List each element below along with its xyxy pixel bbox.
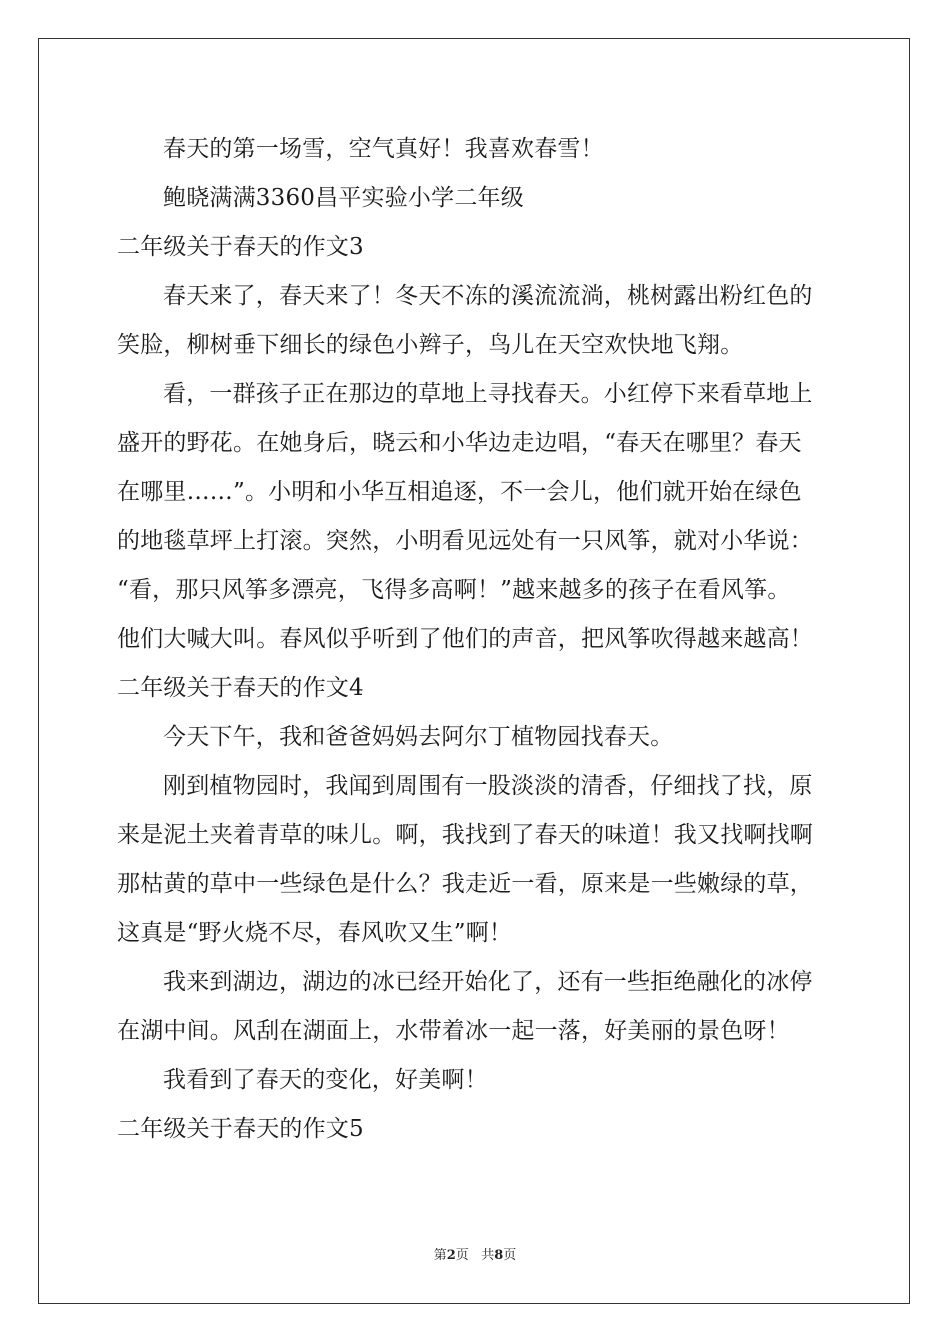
footer-total-prefix: 共 [481,1248,495,1263]
paragraph-line: 盛开的野花。在她身后，晓云和小华边走边唱，“春天在哪里？春天 [117,430,802,456]
paragraph-line: 来是泥土夹着青草的味儿。啊，我找到了春天的味道！我又找啊找啊 [117,822,813,848]
footer-page-unit: 页 [455,1248,469,1263]
text-line: 我看到了春天的变化，好美啊！ [163,1067,488,1093]
paragraph [117,272,837,370]
text-line: 鲍晓满满3360昌平实验小学二年级 [163,185,524,211]
paragraph-line: 那枯黄的草中一些绿色是什么？我走近一看，原来是一些嫩绿的草， [117,871,813,897]
paragraph [117,762,837,958]
paragraph-line: 看，一群孩子正在那边的草地上寻找春天。小红停下来看草地上 [163,381,813,407]
paragraph-line: “看，那只风筝多漂亮，飞得多高啊！”越来越多的孩子在看风筝。 [117,577,791,603]
section-heading: 二年级关于春天的作文5 [117,1116,364,1142]
footer-total-unit: 页 [503,1248,517,1263]
footer-page-number: 2 [446,1248,456,1263]
page-footer [0,1244,950,1263]
paragraph-line: 这真是“野火烧不尽，春风吹又生”啊！ [117,920,513,946]
document-body [117,125,837,1154]
paragraph-line: 刚到植物园时，我闻到周围有一股淡淡的清香，仔细找了找，原 [163,773,813,799]
paragraph-line: 笑脸，柳树垂下细长的绿色小辫子，鸟儿在天空欢快地飞翔。 [117,332,744,358]
paragraph [117,370,837,664]
paragraph-line: 我来到湖边，湖边的冰已经开始化了，还有一些拒绝融化的冰停 [163,969,813,995]
footer-total-pages: 8 [494,1248,504,1263]
section-heading: 二年级关于春天的作文3 [117,234,364,260]
text-line: 今天下午，我和爸爸妈妈去阿尔丁植物园找春天。 [163,724,674,750]
footer-prefix: 第 [433,1248,447,1263]
paragraph-line: 他们大喊大叫。春风似乎听到了他们的声音，把风筝吹得越来越高！ [117,626,813,652]
paragraph-line: 的地毯草坪上打滚。突然，小明看见远处有一只风筝，就对小华说： [117,528,813,554]
paragraph-line: 春天来了，春天来了！冬天不冻的溪流流淌，桃树露出粉红色的 [163,283,813,309]
paragraph-line: 在湖中间。风刮在湖面上，水带着冰一起一落，好美丽的景色呀！ [117,1018,790,1044]
paragraph [117,958,837,1056]
section-heading: 二年级关于春天的作文4 [117,675,364,701]
paragraph-line: 在哪里……”。小明和小华互相追逐，不一会儿，他们就开始在绿色 [117,479,802,505]
text-line: 春天的第一场雪，空气真好！我喜欢春雪！ [163,136,604,162]
